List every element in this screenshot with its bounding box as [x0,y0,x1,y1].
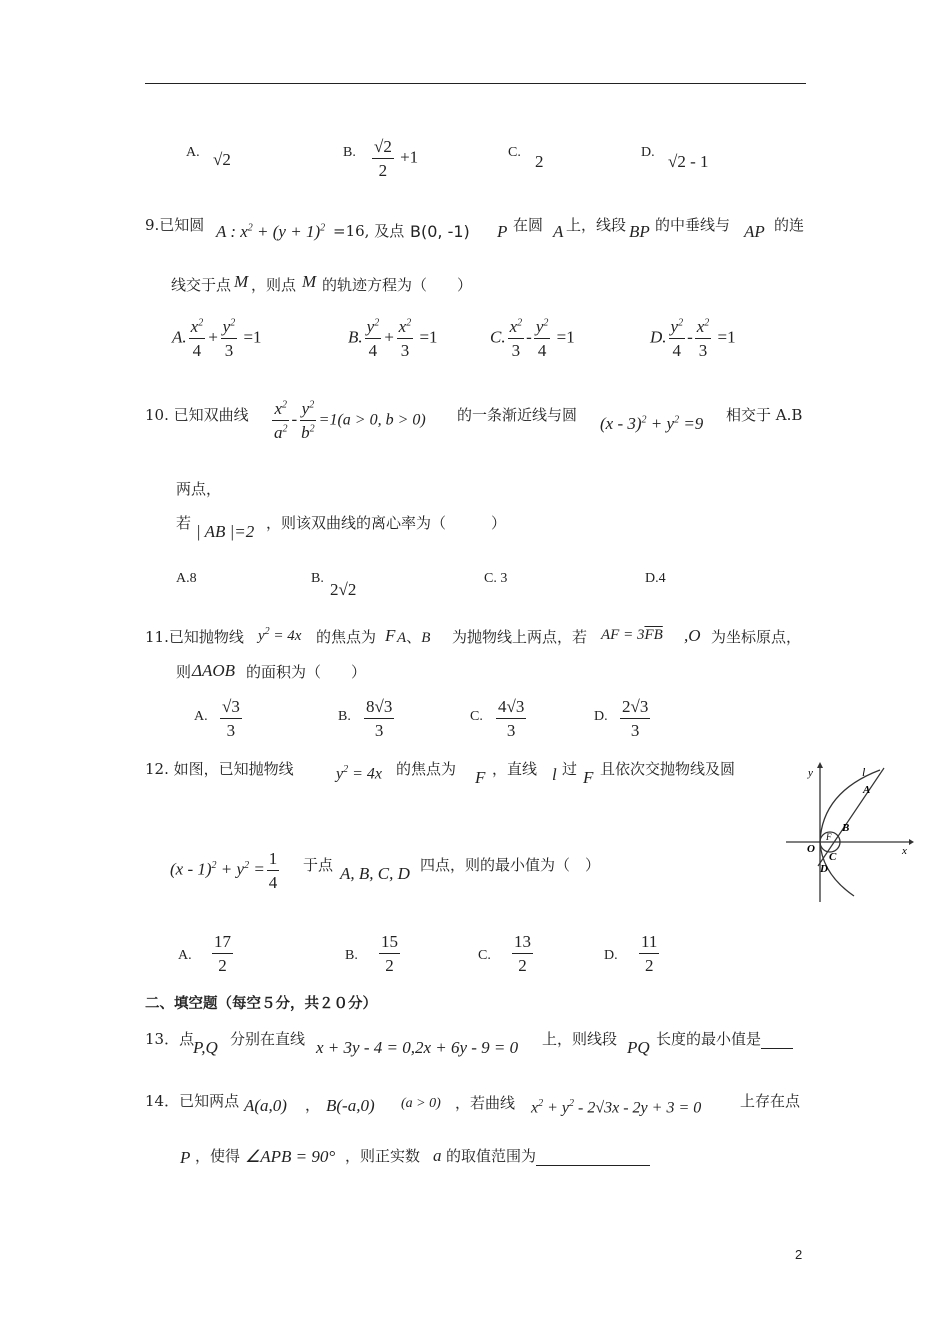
q12-point-f2: F [583,768,594,787]
q12-points: A, B, C, D [340,864,410,883]
q11-option-a-label: A. [194,709,208,724]
q11-option-d-value: $\frac{2√3}{3}$ [622,697,649,740]
q8-option-a-value: √2 [213,150,231,169]
q14-curve-text: ，若曲线 [455,1094,516,1112]
q11-origin-o: ,O [684,626,701,645]
q12-option-a-value: $\frac{17}{2}$ [214,932,231,975]
q12-point-f: F [475,768,486,787]
q10-line3b: ，则该双曲线的离心率为（ ） [266,514,507,532]
q14-var-a: a [433,1146,442,1165]
q8-option-d-value: √2 - 1 [668,152,709,171]
q12-option-a-label: A. [178,948,192,963]
q9-circle-a: A [553,222,564,241]
q10-line3a: 若 [176,514,192,532]
q14-line2a: ，使得 [195,1147,241,1165]
q10-circle: $(x - 3)^2 + y^2 =9$ [600,414,704,433]
q11-point-a: A、B [397,628,431,646]
q11-option-c-value: $\frac{4√3}{3}$ [498,697,525,740]
q8-option-b-label: B. [343,145,356,160]
q10-line2: 两点， [176,480,222,498]
fig-label-c: C [829,851,837,863]
q14-line2b: ，则正实数 [345,1147,421,1165]
q11-option-d-label: D. [594,709,608,724]
q9-lian: 的连 [774,216,805,234]
q11-line2b: 的面积为（ ） [246,663,367,681]
q13-seg: PQ [627,1038,650,1057]
q13-mid: 分别在直线 [230,1030,306,1048]
q12-option-d-label: D. [604,948,618,963]
q12-circle: $(x - 1)^2 + y^2$ = $\frac{1}{4}$ [170,849,278,892]
q9-option-d: D. $\frac{y^2}{4}$ - $\frac{x^2}{3}$ =1 [650,317,736,360]
q8-option-c-label: C. [508,145,521,160]
q14-point-a: A(a,0) [244,1096,287,1115]
q12-option-b-label: B. [345,948,358,963]
q12-option-c-label: C. [478,948,491,963]
fig-label-y: y [808,767,813,779]
q11-point-f: F [385,626,396,645]
fig-label-f: F [826,832,832,842]
q12-option-d-value: $\frac{11}{2}$ [641,932,658,975]
q9-point-p: P [497,222,508,241]
q11-line2a: 则 [176,663,192,681]
q10-hyperbola: $\frac{x^2}{a^2}$ - $\frac{y^2}{b^2}$ =1(a > 0, b > 0) [274,399,426,442]
q11-parabola: $y^2 = 4x$ [258,626,302,644]
q13-lines: x + 3y - 4 = 0,2x + 6y - 9 = 0 [316,1038,519,1057]
fig-label-l: l [862,765,866,779]
q10-option-d: D.4 [645,571,666,586]
q9-option-c: C. $\frac{x^2}{3}$ - $\frac{y^2}{4}$ =1 [490,317,575,360]
q8-option-c-value: 2 [535,152,544,171]
q12-line-text: ，直线 [492,760,538,778]
q10-asym-text: 的一条渐近线与圆 [457,406,578,424]
q11-option-b-value: $\frac{8√3}{3}$ [366,697,393,740]
q13-tail: 上，则线段 [542,1030,618,1048]
q11-on-text: 为抛物线上两点，若 [452,628,588,646]
q10-ab: | AB |=2 [196,522,255,541]
q11-option-b-label: B. [338,709,351,724]
q12-figure [784,762,914,904]
q8-option-b-value: $\frac{√2}{2}$ +1 [374,137,419,180]
q8-option-d-label: D. [641,145,655,160]
q9-option-b: B. $\frac{y^2}{4}$ + $\frac{x^2}{3}$ =1 [348,317,438,360]
q10-option-a: A.8 [176,571,197,586]
q9-option-a: A. $\frac{x^2}{4}$ + $\frac{y^2}{3}$ =1 [172,317,262,360]
q9-line-text: 上，线段 [566,216,627,234]
fig-label-a: A [863,784,871,796]
q9-point-b: B(0, -1) [410,222,470,241]
q12-parabola: $y^2 = 4x$ [336,764,383,783]
q10-inter: 相交于 A.B [726,406,803,424]
q12-option-b-value: $\frac{15}{2}$ [381,932,398,975]
q9-comma-text: =16, 及点 [333,222,405,240]
y-arrow-icon [817,762,823,768]
q12-pass: 过 [562,760,578,778]
q11-triangle: ΔAOB [192,661,236,680]
q14-cond: (a > 0) [401,1096,441,1111]
q12-line-l: l [552,765,557,784]
q13-end: 长度的最小值是 [656,1028,793,1049]
q14-line2c: 的取值范围为 [446,1145,650,1166]
q9-line2b: ，则点 [251,276,297,294]
q12-four: 四点，则的最小值为（ ） [420,856,601,874]
q13-pq: P,Q [193,1038,218,1057]
q14-exist: 上存在点 [740,1092,801,1110]
q9-segment-bp: BP [629,222,650,241]
q14-point-p: P [180,1148,191,1167]
q9-line2: 线交于点 [171,276,232,294]
q11-origin-text: 为坐标原点， [711,628,802,646]
q14-sep: ， [305,1096,321,1114]
q9-circle-eq: A : $x^2 + (y + 1)^2$ [216,222,326,241]
q14-label: 14．已知两点 [145,1092,240,1110]
q12-points-text: 于点 [303,856,334,874]
q10-option-b-value: 2√2 [330,580,357,599]
q11-option-c-label: C. [470,709,483,724]
fig-label-x: x [902,845,907,857]
q11-option-a-value: $\frac{√3}{3}$ [222,697,240,740]
q9-point-m2: M [302,272,317,291]
q11-label: 11.已知抛物线 [145,628,244,646]
q11-vector-eq: AF = $3\overline{FB}$ [601,627,663,643]
q11-focus-text: 的焦点为 [316,628,377,646]
q12-tail: 且依次交抛物线及圆 [600,760,736,778]
q9-point-m: M [234,272,249,291]
q14-angle: ∠APB = 90° [245,1147,336,1166]
q10-label: 10. 已知双曲线 [145,406,249,424]
section-2-heading: 二、填空题（每空５分，共２０分） [145,996,377,1012]
q14-point-b: B(-a,0) [326,1096,375,1115]
fig-label-b: B [842,822,850,834]
q8-option-a-label: A. [186,145,200,160]
q9-perp-text: 的中垂线与 [655,216,731,234]
line-l [818,768,884,866]
q12-label: 12. 如图，已知抛物线 [145,760,294,778]
fig-label-d: D [820,863,828,875]
q13-label: 13．点 [145,1030,195,1048]
q9-p-text: 在圆 [513,216,544,234]
q10-option-c: C. 3 [484,571,508,586]
q12-option-c-value: $\frac{13}{2}$ [514,932,531,975]
page-number: 2 [795,1247,803,1262]
q9-line2c: 的轨迹方程为（ ） [322,276,473,294]
q12-focus-text: 的焦点为 [396,760,457,778]
q10-option-b-label: B. [311,571,324,586]
fig-label-o: O [807,843,815,855]
q9-segment-ap: AP [744,222,765,241]
q9-label: 9.已知圆 [145,216,205,234]
header-rule [145,83,806,84]
q14-curve: $x^2 + y^2 - 2√3x - 2y + 3 = 0$ [531,1098,702,1117]
x-arrow-icon [909,839,914,845]
